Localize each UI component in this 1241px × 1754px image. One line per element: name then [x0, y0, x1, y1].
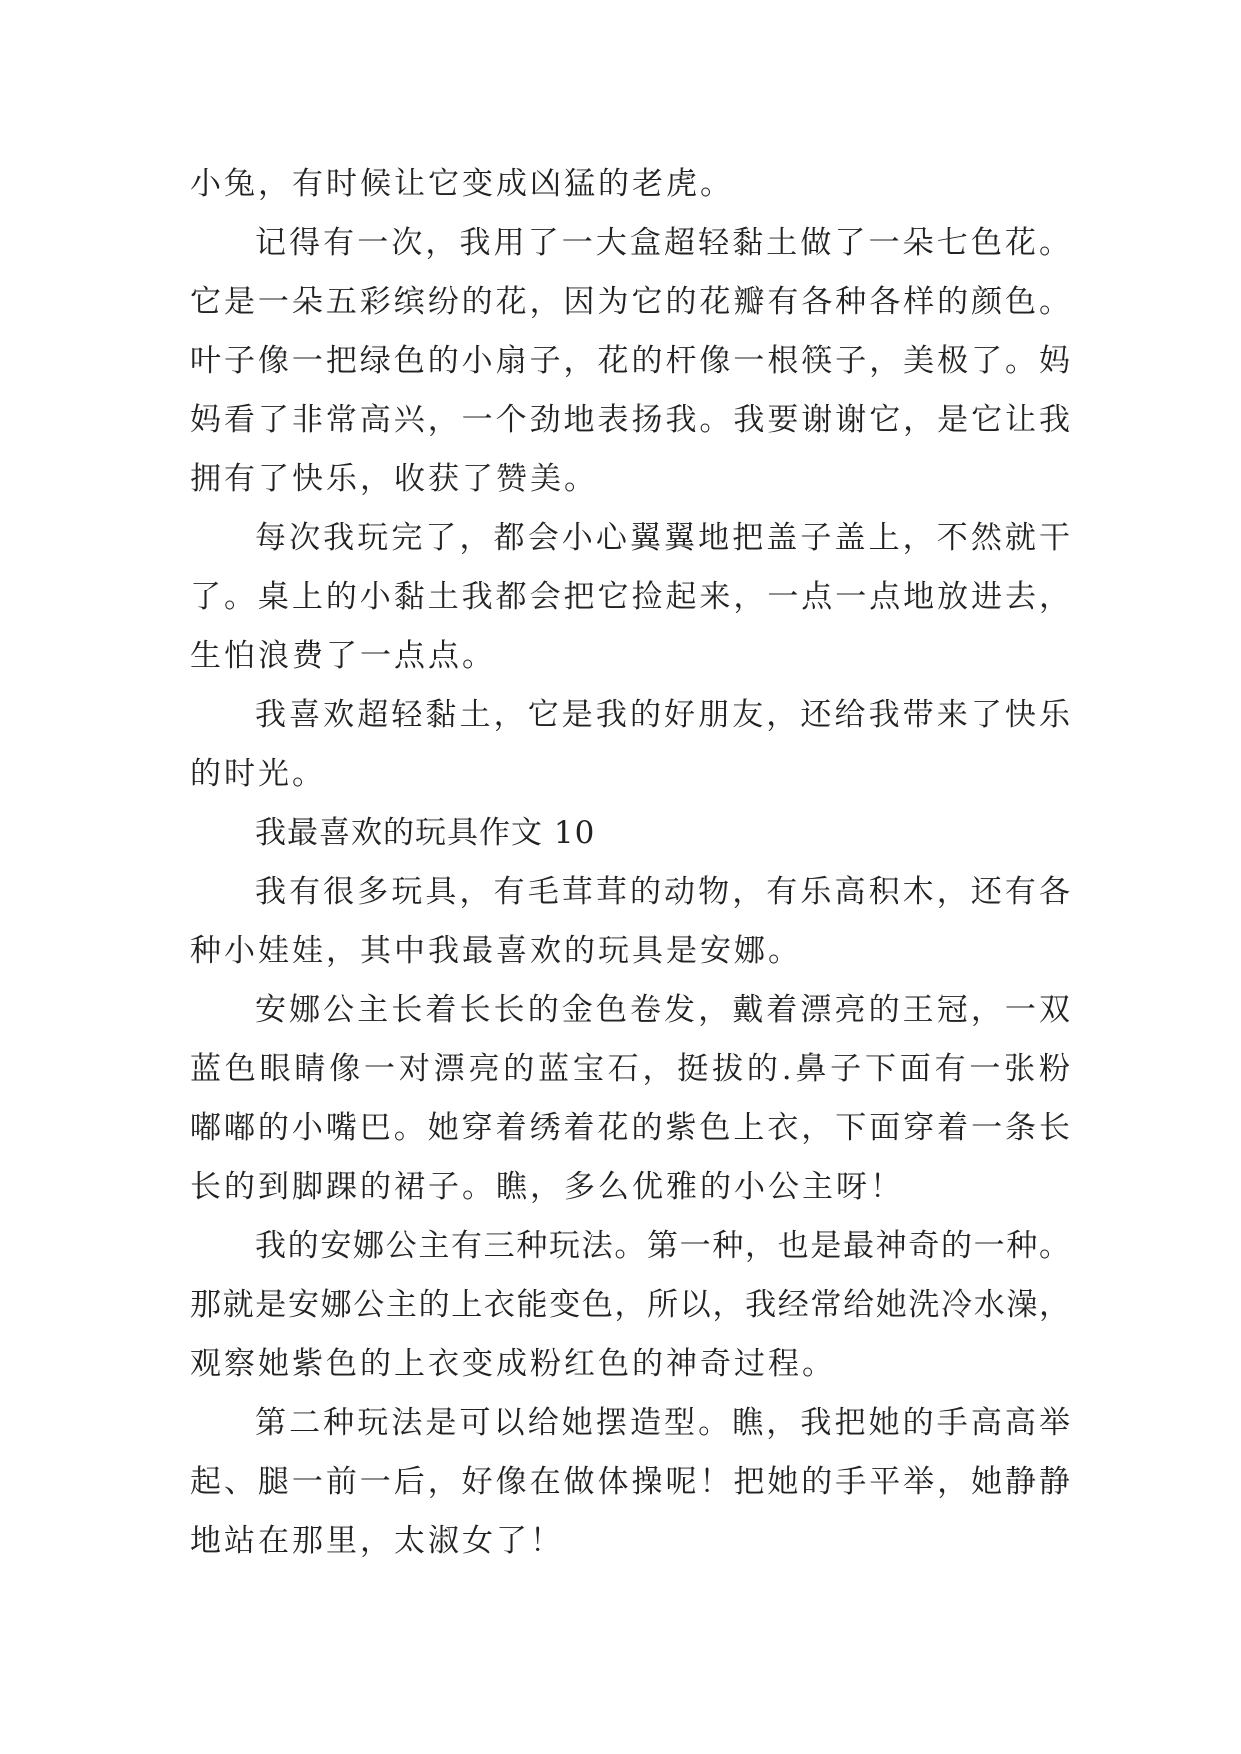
text-line: 嘟嘟的小嘴巴。她穿着绣着花的紫色上衣，下面穿着一条长	[190, 1110, 1070, 1146]
document-page	[190, 155, 1070, 1571]
text-line: 生怕浪费了一点点。	[190, 638, 496, 674]
text-line: 种小娃娃，其中我最喜欢的玩具是安娜。	[190, 933, 802, 969]
paragraph-first-line: 每次我玩完了，都会小心翼翼地把盖子盖上，不然就干	[255, 520, 1070, 556]
text-line: 地站在那里，太淑女了！	[190, 1523, 564, 1559]
text-line: 的时光。	[190, 756, 326, 792]
text-line: 观察她紫色的上衣变成粉红色的神奇过程。	[190, 1346, 836, 1382]
paragraph-first-line: 我有很多玩具，有毛茸茸的动物，有乐高积木，还有各	[255, 874, 1070, 910]
text-line: 长的到脚踝的裙子。瞧，多么优雅的小公主呀！	[190, 1169, 904, 1205]
text-line: 拥有了快乐，收获了赞美。	[190, 461, 598, 497]
text-line: 妈看了非常高兴，一个劲地表扬我。我要谢谢它，是它让我	[190, 402, 1070, 438]
paragraph-first-line: 记得有一次，我用了一大盒超轻黏土做了一朵七色花。	[255, 225, 1070, 261]
paragraph-first-line: 我的安娜公主有三种玩法。第一种，也是最神奇的一种。	[255, 1228, 1070, 1264]
text-line: 小兔，有时候让它变成凶猛的老虎。	[190, 166, 734, 202]
paragraph-first-line: 我喜欢超轻黏土，它是我的好朋友，还给我带来了快乐	[255, 697, 1070, 733]
paragraph-first-line: 第二种玩法是可以给她摆造型。瞧，我把她的手高高举	[255, 1405, 1070, 1441]
text-line: 蓝色眼睛像一对漂亮的蓝宝石，挺拔的.鼻子下面有一张粉	[190, 1051, 1070, 1087]
text-line: 那就是安娜公主的上衣能变色，所以，我经常给她洗冷水澡，	[190, 1287, 1070, 1323]
text-line: 叶子像一把绿色的小扇子，花的杆像一根筷子，美极了。妈	[190, 343, 1070, 379]
paragraph-first-line: 安娜公主长着长长的金色卷发，戴着漂亮的王冠，一双	[255, 992, 1070, 1028]
section-heading: 我最喜欢的玩具作文 10	[255, 815, 596, 851]
text-line: 它是一朵五彩缤纷的花，因为它的花瓣有各种各样的颜色。	[190, 284, 1070, 320]
text-line: 了。桌上的小黏土我都会把它捡起来，一点一点地放进去，	[190, 579, 1070, 615]
text-line: 起、腿一前一后，好像在做体操呢！把她的手平举，她静静	[190, 1464, 1070, 1500]
